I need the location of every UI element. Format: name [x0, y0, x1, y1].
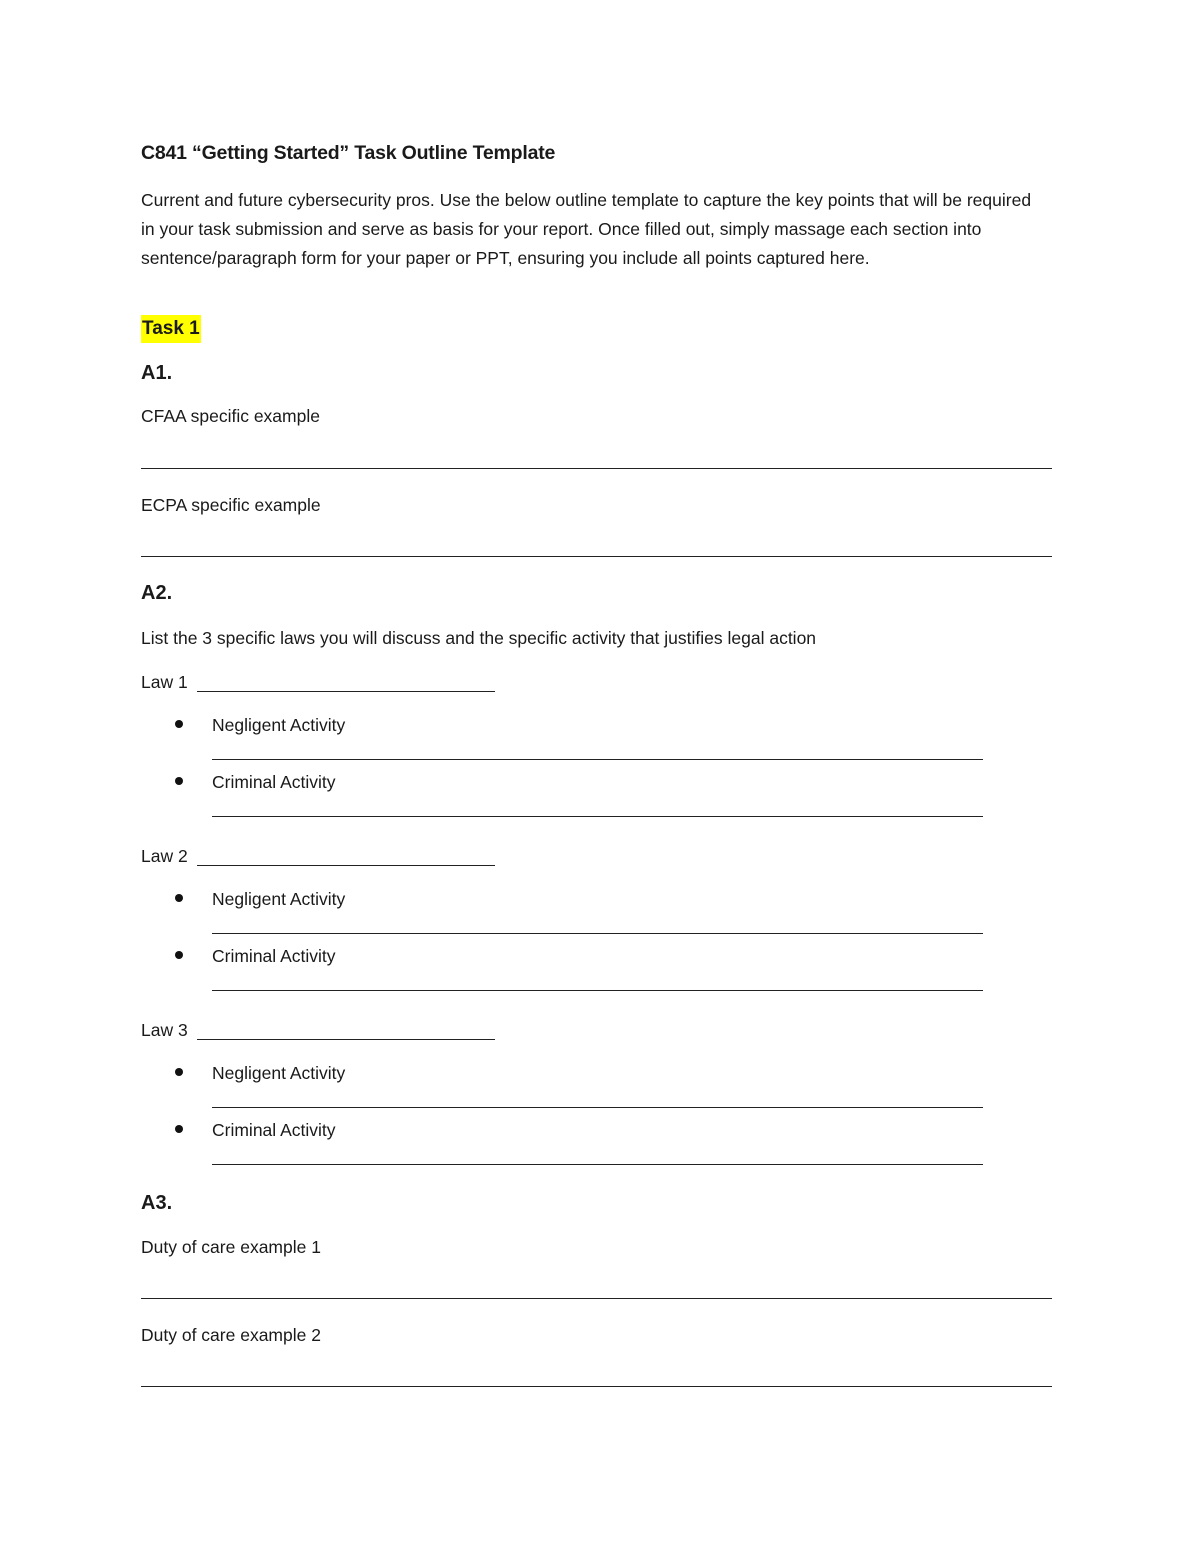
bullet-icon	[175, 1068, 183, 1076]
task-label-highlighted: Task 1	[141, 315, 201, 343]
duty-of-care-example-1-label: Duty of care example 1	[141, 1237, 321, 1257]
section-a3-heading: A3.	[141, 1192, 173, 1214]
duty-of-care-example-2-label: Duty of care example 2	[141, 1325, 321, 1345]
bullet-icon	[175, 894, 183, 902]
bullet-icon	[175, 720, 183, 728]
cfaa-example-label: CFAA specific example	[141, 406, 320, 426]
ecpa-example-label: ECPA specific example	[141, 495, 321, 515]
negligent-activity-label: Negligent Activity	[212, 889, 346, 909]
laws-prompt: List the 3 specific laws you will discuss and the specific activity that justifies legal action	[141, 628, 817, 648]
bullet-icon	[175, 777, 183, 785]
negligent-activity-line[interactable]	[212, 933, 983, 934]
law-name-line[interactable]	[197, 691, 495, 692]
criminal-activity-label: Criminal Activity	[212, 772, 336, 792]
law-name-line[interactable]	[197, 865, 495, 866]
negligent-activity-line[interactable]	[212, 759, 983, 760]
negligent-activity-line[interactable]	[212, 1107, 983, 1108]
intro-paragraph: Current and future cybersecurity pros. Use the below outline template to capture the key points that will be required in your task submission and serve as basis for your report. Once filled out, simply massage each section into sentence/paragraph form for your paper or PPT, ensuring you include all points captured here.	[141, 190, 1032, 268]
cfaa-answer-line[interactable]	[141, 468, 1052, 469]
bullet-icon	[175, 951, 183, 959]
duty-of-care-example-2-line[interactable]	[141, 1386, 1052, 1387]
law-label: Law 3	[141, 1020, 188, 1040]
law-label: Law 1	[141, 672, 188, 692]
criminal-activity-label: Criminal Activity	[212, 946, 336, 966]
criminal-activity-line[interactable]	[212, 1164, 983, 1165]
negligent-activity-label: Negligent Activity	[212, 715, 346, 735]
section-a1-heading: A1.	[141, 362, 173, 384]
law-label: Law 2	[141, 846, 188, 866]
negligent-activity-label: Negligent Activity	[212, 1063, 346, 1083]
section-a2-heading: A2.	[141, 582, 173, 604]
criminal-activity-line[interactable]	[212, 990, 983, 991]
law-name-line[interactable]	[197, 1039, 495, 1040]
document-title: C841 “Getting Started” Task Outline Template	[141, 142, 556, 164]
duty-of-care-example-1-line[interactable]	[141, 1298, 1052, 1299]
ecpa-answer-line[interactable]	[141, 556, 1052, 557]
criminal-activity-label: Criminal Activity	[212, 1120, 336, 1140]
bullet-icon	[175, 1125, 183, 1133]
criminal-activity-line[interactable]	[212, 816, 983, 817]
